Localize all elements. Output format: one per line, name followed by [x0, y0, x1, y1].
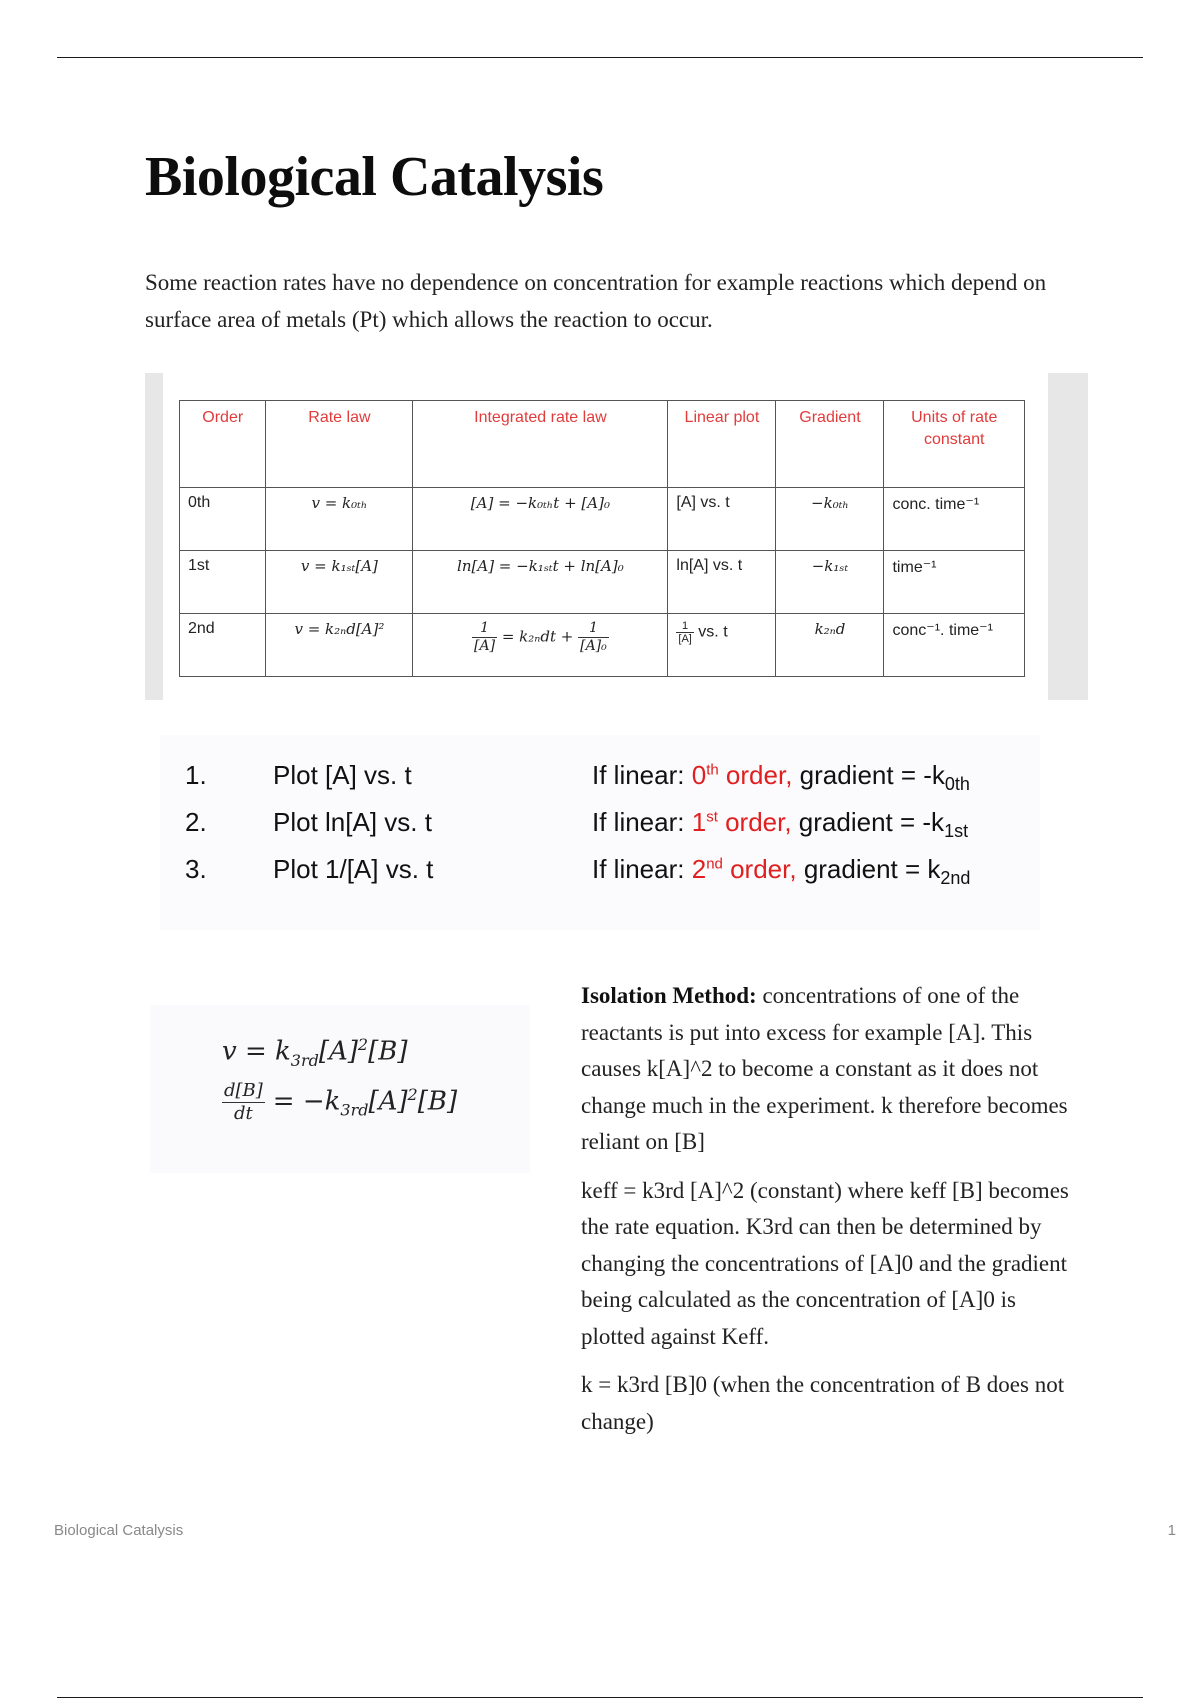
header-linear-plot: Linear plot [668, 401, 776, 488]
cell-rate-law: v = k₀ₜₕ [266, 488, 413, 551]
step-text: Plot ln[A] vs. t [273, 807, 432, 837]
list-item [160, 854, 1040, 894]
cell-order: 0th [180, 488, 266, 551]
isolation-paragraph-2: keff = k3rd [A]^2 (constant) where keff [B] becomes the rate equation. K3rd can then be determined by changing the concentrations of [A]0 and the gradient being calculated as the concentration of [A]0 is plotted against Keff. [581, 1177, 1069, 1349]
result-prefix: If linear: [592, 854, 692, 884]
eq-mid: = −k [272, 1086, 341, 1117]
fraction-denominator: dt [234, 1103, 253, 1124]
cell-order: 1st [180, 551, 266, 614]
order-number: 2 [691, 854, 707, 884]
figure-border-right [1048, 373, 1088, 700]
step-result [592, 807, 968, 842]
result-prefix: If linear: [592, 760, 692, 790]
result-prefix: If linear: [592, 807, 692, 837]
fraction-denominator: [A]₀ [580, 638, 607, 654]
list-item [160, 807, 1040, 847]
rate-law-table [179, 400, 1025, 677]
eq-subscript: 3rd [340, 1100, 369, 1120]
eq-term: [A] [368, 1086, 408, 1117]
order-suffix: nd [706, 855, 723, 873]
isolation-paragraph-3: k = k3rd [B]0 (when the concentration of B does not change) [581, 1372, 1065, 1434]
cell-gradient: −k₀ₜₕ [776, 488, 884, 551]
header-rate-law: Rate law [266, 401, 413, 488]
cell-units: conc⁻¹. time⁻¹ [884, 614, 1025, 677]
fraction-one-over-a0 [578, 620, 609, 655]
header-integrated-rate-law: Integrated rate law [413, 401, 668, 488]
cell-order: 2nd [180, 614, 266, 677]
header-gradient: Gradient [776, 401, 884, 488]
order-suffix: th [706, 761, 719, 779]
bottom-rule [57, 1697, 1143, 1698]
isolation-heading: Isolation Method: [581, 983, 757, 1008]
rate-equation [222, 1035, 408, 1070]
table-row [180, 551, 1025, 614]
linear-plot-suffix: vs. t [698, 623, 728, 641]
eq-term-b: [B] [417, 1086, 458, 1117]
result-gradient: gradient = k [796, 854, 941, 884]
differential-rate-equation [222, 1080, 457, 1125]
order-word: order, [718, 760, 793, 790]
header-order: Order [180, 401, 266, 488]
step-text: Plot [A] vs. t [273, 760, 412, 790]
order-word: order, [722, 854, 797, 884]
footer-page-number: 1 [1167, 1522, 1176, 1539]
cell-integrated [413, 614, 668, 677]
fraction-db-dt [222, 1080, 265, 1125]
fraction-numerator: 1 [578, 620, 609, 638]
isolation-paragraph-1 [581, 978, 1081, 1161]
step-result [592, 760, 970, 795]
fraction-numerator: d[B] [224, 1080, 263, 1101]
eq-lhs: v = k [222, 1036, 291, 1067]
eq-superscript: 2 [357, 1035, 369, 1054]
result-order [692, 807, 792, 837]
result-order [692, 854, 797, 884]
cell-linear-plot [668, 614, 776, 677]
footer-document-title: Biological Catalysis [54, 1522, 184, 1539]
order-determination-steps [160, 735, 1040, 930]
step-number: 2. [185, 807, 207, 837]
step-number: 3. [185, 854, 207, 884]
eq-term: [A] [318, 1036, 358, 1067]
cell-gradient: k₂ₙd [776, 614, 884, 677]
fraction-denominator: [A] [678, 633, 692, 645]
integrated-middle: = k₂ₙdt + [501, 627, 574, 646]
third-order-equations [150, 1005, 530, 1173]
header-units: Units of rate constant [884, 401, 1025, 488]
fraction-numerator: 1 [472, 620, 497, 638]
isolation-text-1: concentrations of one of the reactants is put into excess for example [A]. This causes k[A]^2 to become a constant as it does not change much in the experiment. k therefore becomes reliant on [B] [581, 983, 1068, 1154]
cell-rate-law: v = k₁ₛₜ[A] [266, 551, 413, 614]
step-text: Plot 1/[A] vs. t [273, 854, 434, 884]
step-number: 1. [185, 760, 207, 790]
cell-linear-plot: ln[A] vs. t [668, 551, 776, 614]
cell-integrated: ln[A] = −k₁ₛₜt + ln[A]₀ [413, 551, 668, 614]
page-title: Biological Catalysis [145, 146, 604, 208]
rate-law-table-figure [145, 373, 1088, 700]
cell-rate-law: v = k₂ₙd[A]² [266, 614, 413, 677]
cell-units: conc. time⁻¹ [884, 488, 1025, 551]
fraction-denominator: [A] [474, 638, 496, 654]
figure-border-left [145, 373, 163, 700]
gradient-subscript: 2nd [940, 868, 971, 889]
gradient-subscript: 0th [944, 774, 970, 795]
cell-gradient: −k₁ₛₜ [776, 551, 884, 614]
top-rule [57, 57, 1143, 58]
fraction-numerator: 1 [676, 620, 693, 633]
order-number: 1 [691, 807, 707, 837]
gradient-subscript: 1st [944, 821, 969, 842]
eq-superscript: 2 [407, 1084, 418, 1104]
intro-paragraph: Some reaction rates have no dependence on concentration for example reactions which depend on surface area of metals (Pt) which allows the reaction to occur. [145, 270, 1047, 332]
order-number: 0 [691, 760, 707, 790]
cell-integrated: [A] = −k₀ₜₕt + [A]₀ [413, 488, 668, 551]
fraction-one-over-a [472, 620, 497, 655]
result-gradient: gradient = -k [792, 760, 945, 790]
isolation-method-section [581, 978, 1081, 1452]
table-row [180, 614, 1025, 677]
list-item [160, 760, 1040, 800]
table-header-row [180, 401, 1025, 488]
table-row [180, 488, 1025, 551]
result-gradient: gradient = -k [791, 807, 945, 837]
step-result [592, 854, 970, 889]
order-suffix: st [706, 808, 718, 826]
fraction-linear-plot [676, 620, 693, 645]
eq-term-b: [B] [368, 1036, 408, 1067]
result-order [692, 760, 793, 790]
cell-linear-plot: [A] vs. t [668, 488, 776, 551]
cell-units: time⁻¹ [884, 551, 1025, 614]
eq-subscript: 3rd [290, 1050, 319, 1070]
order-word: order, [717, 807, 792, 837]
